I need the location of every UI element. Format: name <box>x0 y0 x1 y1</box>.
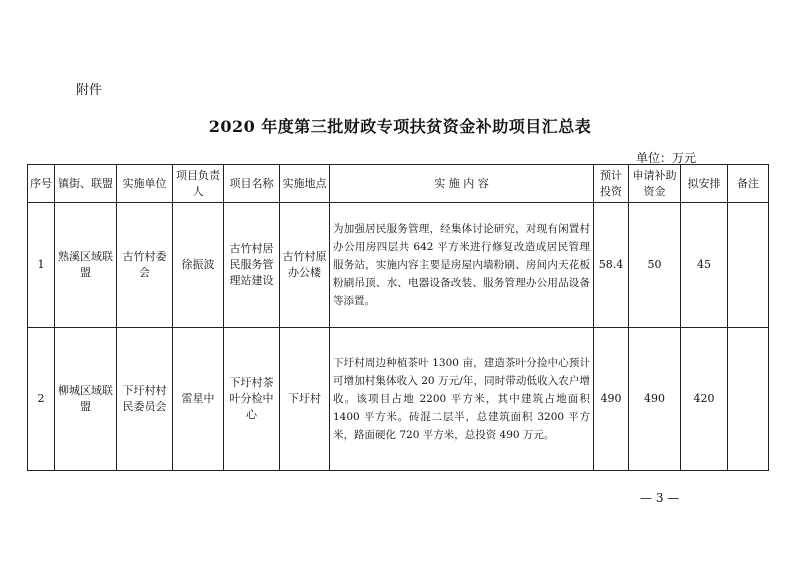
arranged-cell: 420 <box>681 328 728 471</box>
town-cell: 柳城区域联盟 <box>55 328 117 471</box>
location-cell: 古竹村原办公楼 <box>280 203 330 328</box>
row-number-cell: 1 <box>28 203 55 328</box>
project-name-cell: 下圩村茶叶分检中心 <box>224 328 280 471</box>
table-row <box>28 328 769 471</box>
subsidy-cell: 50 <box>629 203 681 328</box>
summary-table <box>27 164 769 471</box>
header-cell: 项目名称 <box>224 165 280 203</box>
header-cell: 备注 <box>728 165 769 203</box>
page-number: — 3 — <box>640 491 680 505</box>
town-cell: 熟溪区域联盟 <box>55 203 117 328</box>
header-cell: 实施单位 <box>117 165 173 203</box>
header-cell: 拟安排 <box>681 165 728 203</box>
note-cell <box>728 203 769 328</box>
header-cell: 镇街、联盟 <box>55 165 117 203</box>
header-cell: 预计投资 <box>594 165 629 203</box>
header-cell: 申请补助资金 <box>629 165 681 203</box>
implementing-unit-cell: 古竹村委会 <box>117 203 173 328</box>
project-name-cell: 古竹村居民服务管理站建设 <box>224 203 280 328</box>
header-cell: 实施地点 <box>280 165 330 203</box>
location-cell: 下圩村 <box>280 328 330 471</box>
table-row <box>28 203 769 328</box>
header-cell: 序号 <box>28 165 55 203</box>
header-cell: 项目负责人 <box>173 165 224 203</box>
table-header-row <box>28 165 769 203</box>
note-cell <box>728 328 769 471</box>
attachment-label: 附件 <box>76 83 103 98</box>
subsidy-cell: 490 <box>629 328 681 471</box>
leader-cell: 徐振波 <box>173 203 224 328</box>
content-cell: 下圩村周边种植茶叶 1300 亩，建造茶叶分捡中心预计可增加村集体收入 20 万元/年，同时带动低收入农户增收。该项目占地 2200 平方米，其中建筑占地面积 1400 平方米。砖混二层半，总建筑面积 3200 平方米，路面硬化 720 平方米，总投资 490 万元。 <box>330 328 594 471</box>
leader-cell: 雷星中 <box>173 328 224 471</box>
document-title: 2020 年度第三批财政专项扶贫资金补助项目汇总表 <box>208 117 592 136</box>
investment-cell: 58.4 <box>594 203 629 328</box>
implementing-unit-cell: 下圩村村民委员会 <box>117 328 173 471</box>
header-cell: 实 施 内 容 <box>330 165 594 203</box>
unit-label: 单位：万元 <box>636 151 697 165</box>
arranged-cell: 45 <box>681 203 728 328</box>
content-cell: 为加强居民服务管理，经集体讨论研究，对现有闲置村办公用房四层共 642 平方米进行修复改造成居民管理服务站，实施内容主要是房屋内墙粉刷、房间内天花板粉刷吊顶、水、电器设备改装、服务管理办公用品设备等添置。 <box>330 203 594 328</box>
investment-cell: 490 <box>594 328 629 471</box>
row-number-cell: 2 <box>28 328 55 471</box>
